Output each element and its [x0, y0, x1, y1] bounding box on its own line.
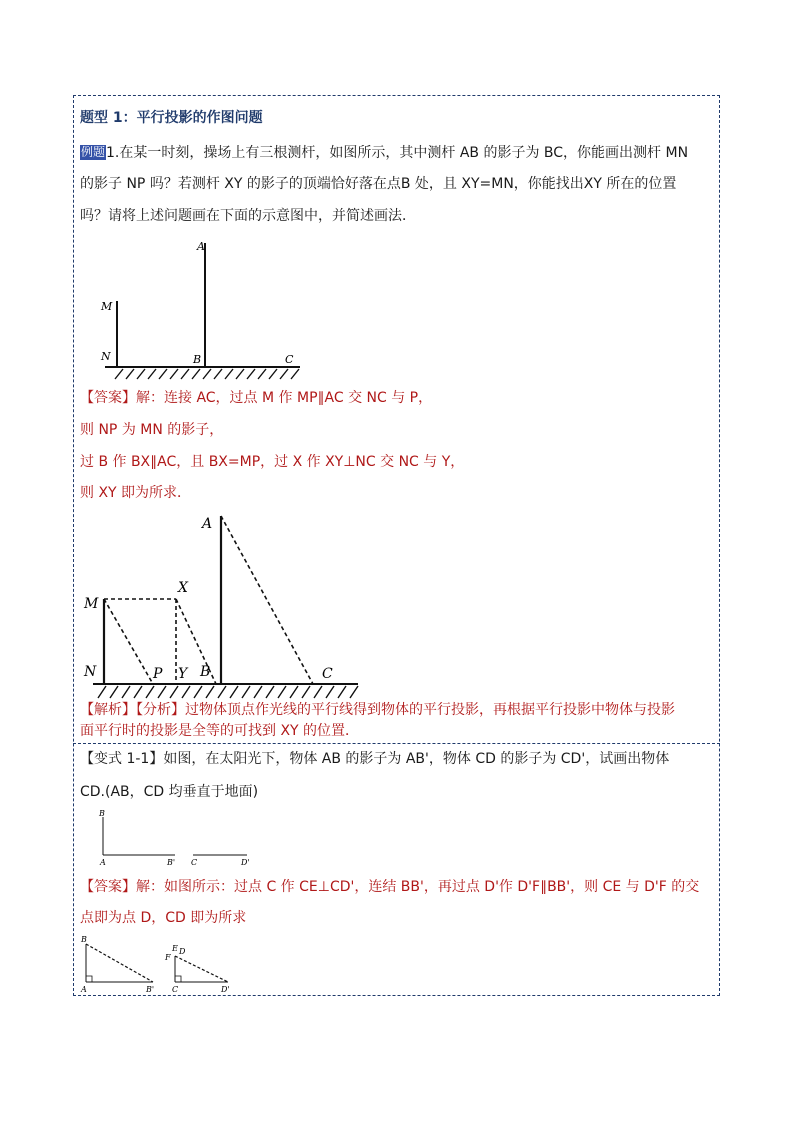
- fig4-label-d: D: [179, 947, 186, 956]
- fig1-label-m: M: [101, 300, 113, 313]
- fig4-label-b-prime: B': [146, 985, 155, 994]
- analysis-line-2: 面平行时的投影是全等的可找到 XY 的位置．: [80, 723, 360, 739]
- variant-line-2: CD.(AB，CD 均垂直于地面): [80, 784, 259, 800]
- fig4-label-f: F: [165, 953, 171, 962]
- variant-line-1: 【变式 1-1】如图，在太阳光下，物体 AB 的影子为 AB'，物体 CD 的影子为 CD'，试画出物体: [80, 751, 670, 767]
- fig4-label-b: B: [81, 935, 87, 944]
- fig2-label-x: X: [178, 580, 188, 596]
- fig2-label-a: A: [202, 516, 213, 532]
- fig4-label-d-prime: D': [221, 985, 230, 994]
- fig2-label-b: B: [200, 664, 211, 680]
- fig3-label-b: B: [99, 809, 105, 818]
- figure-2: [78, 510, 363, 702]
- fig1-label-c: C: [285, 353, 294, 366]
- variant-answer-line-1: 【答案】解：如图所示：过点 C 作 CE⊥CD'，连结 BB'，再过点 D'作 D'F∥BB'，则 CE 与 D'F 的交: [80, 879, 700, 895]
- fig1-label-a: A: [197, 240, 205, 253]
- variant-answer-line-2: 点即为点 D，CD 即为所求: [80, 910, 247, 926]
- answer-line-4: 则 XY 即为所求．: [80, 485, 192, 501]
- example-line-1: [80, 143, 688, 163]
- fig3-label-b-prime: B': [167, 858, 176, 867]
- fig1-label-b: B: [193, 353, 202, 366]
- example-line-3: 吗？请将上述问题画在下面的示意图中，并简述画法．: [80, 208, 416, 224]
- fig2-label-p: P: [153, 666, 163, 682]
- example-text-1: 1.在某一时刻，操场上有三根测杆，如图所示，其中测杆 AB 的影子为 BC，你能画出测杆 MN: [106, 145, 689, 161]
- figure-1: [95, 235, 310, 385]
- fig3-label-c: C: [191, 858, 198, 867]
- figure-3: [95, 805, 255, 870]
- example-line-2: 的影子 NP 吗？若测杆 XY 的影子的顶端恰好落在点B 处，且 XY=MN，你能找出XY 所在的位置: [80, 176, 677, 192]
- answer-line-3: 过 B 作 BX∥AC，且 BX=MP，过 X 作 XY⊥NC 交 NC 与 Y，: [80, 454, 465, 470]
- fig3-label-d-prime: D': [241, 858, 250, 867]
- fig4-label-c: C: [172, 985, 179, 994]
- fig2-label-n: N: [84, 664, 97, 680]
- section-title: 题型 1：平行投影的作图问题: [80, 110, 263, 126]
- fig1-label-n: N: [101, 350, 111, 363]
- fig2-label-m: M: [84, 596, 99, 612]
- fig4-label-a: A: [81, 985, 87, 994]
- fig4-label-e: E: [172, 944, 178, 953]
- answer-line-2: 则 NP 为 MN 的影子，: [80, 422, 224, 438]
- answer-line-1: 【答案】解：连接 AC，过点 M 作 MP∥AC 交 NC 与 P，: [80, 390, 433, 406]
- example-badge: 例题: [81, 145, 106, 159]
- fig3-label-a: A: [100, 858, 106, 867]
- section-divider: [73, 743, 720, 744]
- fig2-label-y: Y: [178, 666, 188, 682]
- analysis-line-1: 【解析】【分析】过物体顶点作光线的平行线得到物体的平行投影，再根据平行投影中物体与投影: [80, 702, 675, 718]
- figure-4: [78, 930, 243, 995]
- fig2-label-c: C: [322, 666, 333, 682]
